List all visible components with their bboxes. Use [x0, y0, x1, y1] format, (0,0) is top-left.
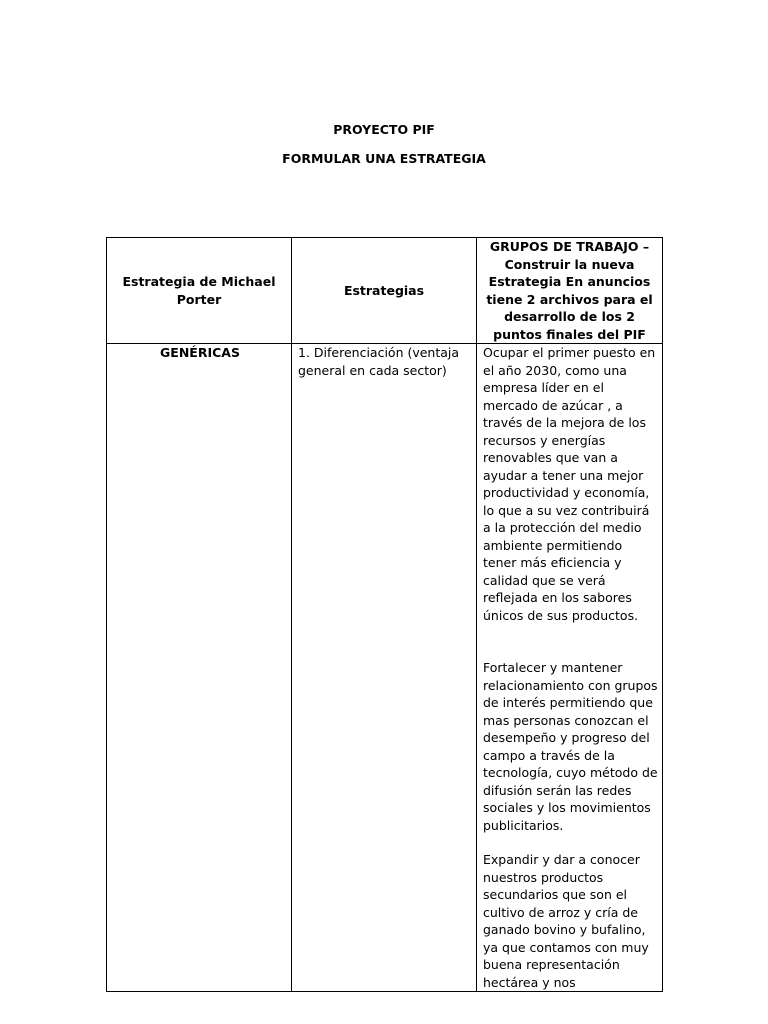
- header-porter: Estrategia de Michael Porter: [107, 238, 292, 344]
- paragraph-2: Fortalecer y mantener relacionamiento con grupos de interés permitiendo que mas personas conozcan el desempeño y progreso del campo a través de la tecnología, cuyo método de difusión serán las redes sociales y los movimientos publicitarios.: [483, 660, 658, 833]
- cell-porter: GENÉRICAS: [107, 344, 292, 992]
- document-subtitle: FORMULAR UNA ESTRATEGIA: [282, 151, 486, 166]
- strategy-table: [106, 237, 663, 992]
- cell-strategy: 1. Diferenciación (ventaja general en cada sector): [292, 344, 477, 992]
- paragraph-3: Expandir y dar a conocer nuestros productos secundarios que son el cultivo de arroz y cría de ganado bovino y bufalino, ya que contamos con muy buena representación hectárea y nos: [483, 852, 649, 990]
- header-strategies: Estrategias: [292, 238, 477, 344]
- header-work-groups: GRUPOS DE TRABAJO – Construir la nueva Estrategia En anuncios tiene 2 archivos para el desarrollo de los 2 puntos finales del PIF: [477, 238, 663, 344]
- cell-description: [477, 344, 663, 992]
- paragraph-1: Ocupar el primer puesto en el año 2030, como una empresa líder en el mercado de azúcar , a través de la mejora de los recursos y energías renovables que van a ayudar a tener una mejor productividad y economía, lo que a su vez contribuirá a la protección del medio ambiente permitiendo tener más eficiencia y calidad que se verá reflejada en los sabores únicos de sus productos.: [483, 345, 656, 623]
- table-row: [107, 344, 663, 992]
- document-title: PROYECTO PIF: [333, 122, 435, 137]
- table-header-row: [107, 238, 663, 344]
